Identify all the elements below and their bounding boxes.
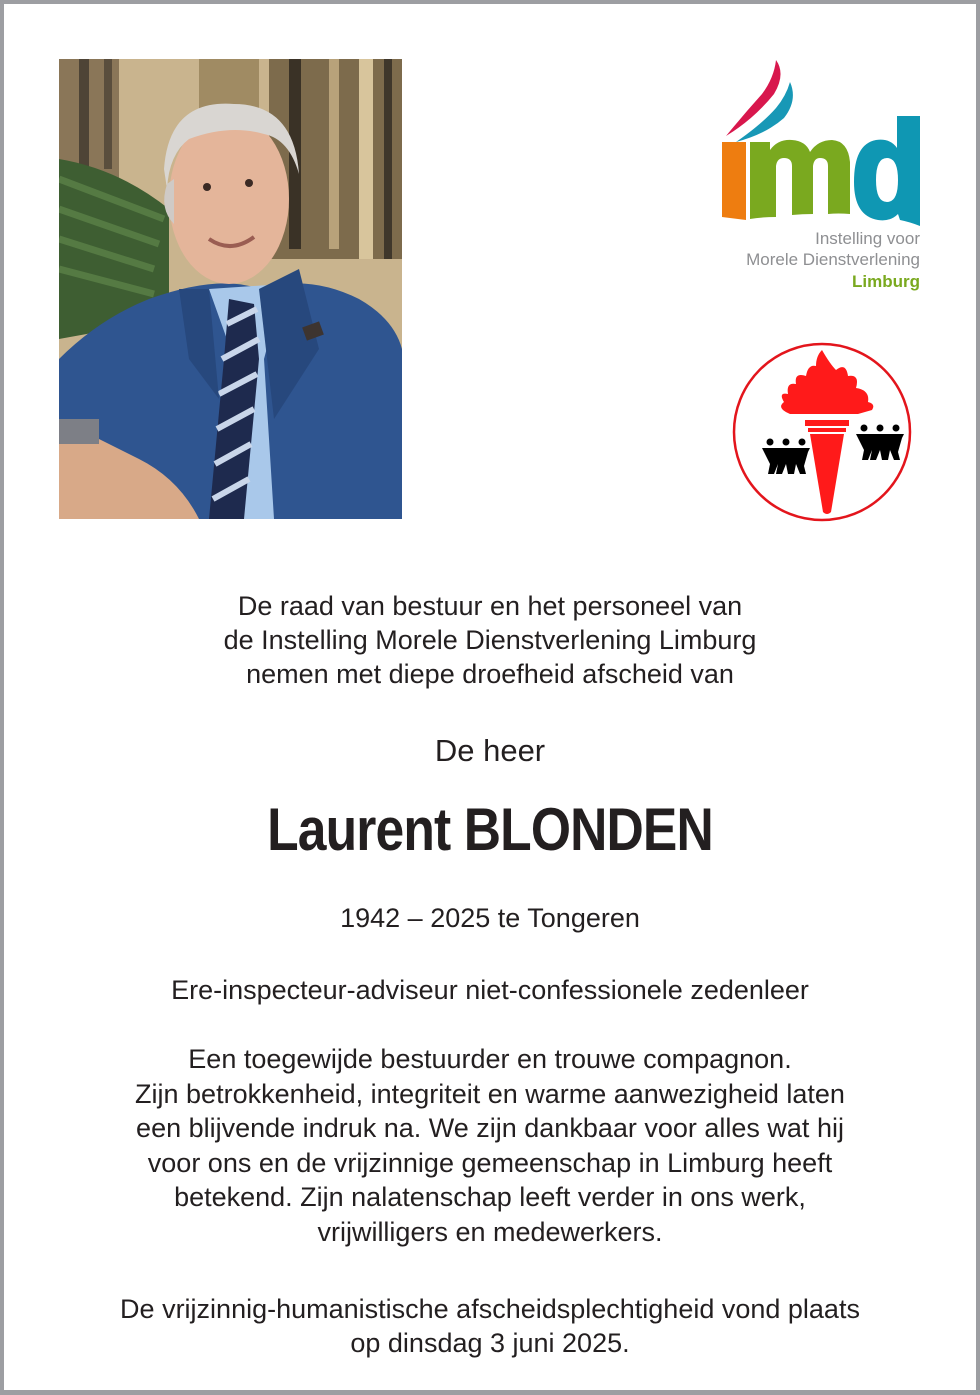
torch-with-people-icon: [730, 340, 920, 530]
imd-logo: [714, 54, 924, 339]
life-dates: 1942 – 2025 te Tongeren: [340, 903, 640, 933]
intro-line: De raad van bestuur en het personeel van: [237, 591, 743, 621]
intro-line: de Instelling Morele Dienstverlening Limburg: [223, 625, 757, 655]
tribute-line: Een toegewijde bestuurder en trouwe compagnon.: [188, 1044, 792, 1074]
imd-line1: Instelling voor: [815, 229, 920, 248]
tribute-line: Zijn betrokkenheid, integriteit en warme aanwezigheid laten: [135, 1078, 845, 1109]
tribute-line: voor ons en de vrijzinnige gemeenschap in Limburg heeft: [147, 1147, 833, 1178]
tribute-line: betekend. Zijn nalatenschap leeft verder in ons werk,: [174, 1182, 806, 1212]
ceremony-line: De vrijzinnig-humanistische afscheidsplechtigheid vond plaats: [120, 1294, 860, 1324]
intro-line: nemen met diepe droefheid afscheid van: [246, 659, 734, 689]
obituary-card: [4, 4, 976, 1390]
deceased-name: Laurent BLONDEN: [267, 796, 713, 863]
portrait-photo: [59, 59, 402, 519]
intro-text: [4, 589, 976, 691]
ceremony-text: [4, 1292, 976, 1360]
tribute-text: [4, 1042, 976, 1249]
tribute-line: een blijvende indruk na. We zijn dankbaar voor alles wat hij: [136, 1113, 844, 1143]
role-title: Ere-inspecteur-adviseur niet-confessionele zedenleer: [171, 975, 809, 1005]
imd-line2: Morele Dienstverlening: [746, 250, 920, 269]
tribute-line: vrijwilligers en medewerkers.: [317, 1216, 663, 1247]
salutation: De heer: [434, 733, 546, 768]
imd-line3: Limburg: [852, 272, 920, 291]
ceremony-line: op dinsdag 3 juni 2025.: [350, 1328, 630, 1358]
